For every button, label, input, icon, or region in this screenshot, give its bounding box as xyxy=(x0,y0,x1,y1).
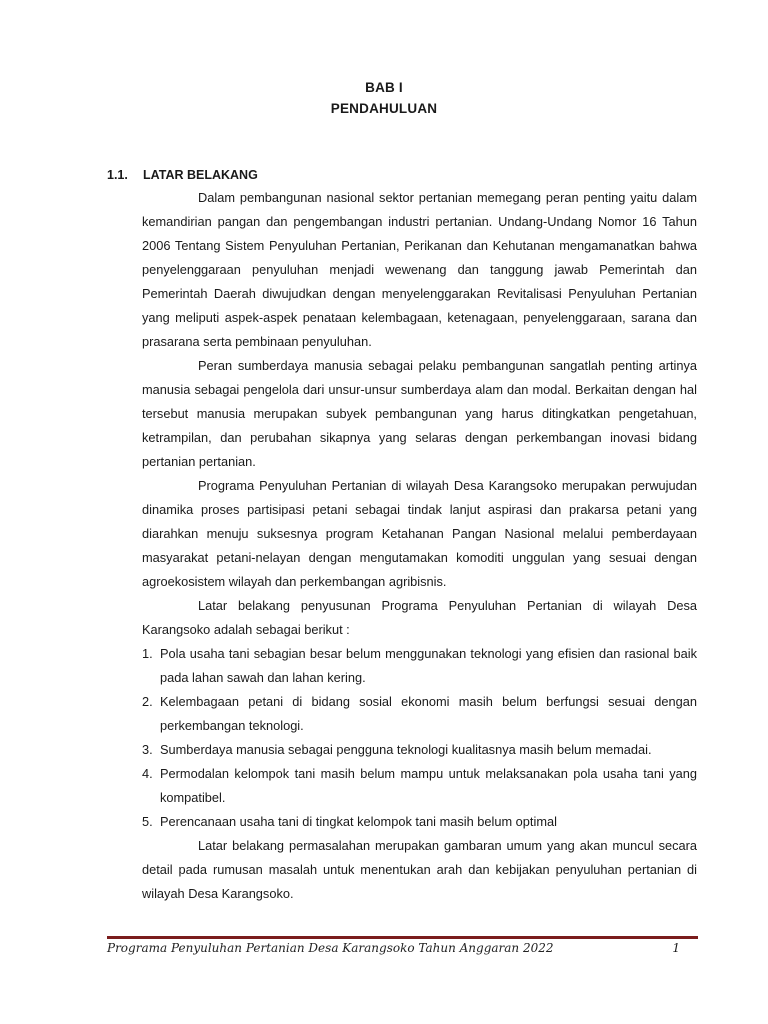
paragraph: Programa Penyuluhan Pertanian di wilayah Desa Karangsoko merupakan perwujudan dinamika proses partisipasi petani sebagai tindak lanjut aspirasi dan prakarsa petani yang diarahkan menuju suksesnya program Ketahanan Pangan Nasional melalui pemberdayaan masyarakat petani-nelayan dengan mengutamakan komoditi unggulan yang sesuai dengan agroekosistem wilayah dan perkembangan agribisnis. xyxy=(142,478,697,589)
paragraph: Dalam pembangunan nasional sektor pertanian memegang peran penting yaitu dalam kemandirian pangan dan pengembangan industri pertanian. Undang-Undang Nomor 16 Tahun 2006 Tentang Sistem Penyuluhan Pertanian, Perikanan dan Kehutanan mengamanatkan bahwa penyelenggaraan penyuluhan menjadi wewenang dan tanggung jawab Pemerintah dan Pemerintah Daerah diwujudkan dengan menyelenggarakan Revitalisasi Penyuluhan Pertanian yang meliputi aspek-aspek penataan kelembagaan, ketenagaan, penyelenggaraan, sarana dan prasarana serta pembinaan penyuluhan. xyxy=(142,190,697,349)
list-number: 2. xyxy=(142,694,153,709)
list-item xyxy=(142,810,697,834)
list-number: 5. xyxy=(142,814,153,829)
list-text: Pola usaha tani sebagian besar belum menggunakan teknologi yang efisien dan rasional baik pada lahan sawah dan lahan kering. xyxy=(160,646,697,685)
list-text: Permodalan kelompok tani masih belum mampu untuk melaksanakan pola usaha tani yang kompatibel. xyxy=(160,766,697,805)
footer-rule xyxy=(107,936,698,939)
section-number: 1.1. xyxy=(107,168,128,182)
body-text xyxy=(142,186,697,906)
list-number: 3. xyxy=(142,742,153,757)
list-item xyxy=(142,762,697,810)
list-number: 1. xyxy=(142,646,153,661)
paragraph: Peran sumberdaya manusia sebagai pelaku pembangunan sangatlah penting artinya manusia sebagai pengelola dari unsur-unsur sumberdaya alam dan modal. Berkaitan dengan hal tersebut manusia merupakan subyek pembangunan yang harus ditingkatkan pengetahuan, ketrampilan, dan perubahan sikapnya yang selaras dengan perkembangan inovasi bidang pertanian pertanian. xyxy=(142,358,697,469)
numbered-list xyxy=(142,642,697,834)
closing-paragraph: Latar belakang permasalahan merupakan gambaran umum yang akan muncul secara detail pada rumusan masalah untuk menentukan arah dan kebijakan penyuluhan pertanian di wilayah Desa Karangsoko. xyxy=(142,838,697,901)
list-item xyxy=(142,738,697,762)
chapter-label: BAB I xyxy=(365,80,403,95)
paragraph: Latar belakang penyusunan Programa Penyuluhan Pertanian di wilayah Desa Karangsoko adalah sebagai berikut : xyxy=(142,598,697,637)
list-item xyxy=(142,690,697,738)
page-number: 1 xyxy=(672,941,680,955)
list-text: Kelembagaan petani di bidang sosial ekonomi masih belum berfungsi sesuai dengan perkembangan teknologi. xyxy=(160,694,697,733)
list-number: 4. xyxy=(142,766,153,781)
footer-title: Programa Penyuluhan Pertanian Desa Karangsoko Tahun Anggaran 2022 xyxy=(107,941,554,955)
section-title: LATAR BELAKANG xyxy=(143,168,258,182)
chapter-title: PENDAHULUAN xyxy=(330,101,438,116)
list-text: Perencanaan usaha tani di tingkat kelompok tani masih belum optimal xyxy=(160,814,557,829)
list-text: Sumberdaya manusia sebagai pengguna teknologi kualitasnya masih belum memadai. xyxy=(160,742,652,757)
list-item xyxy=(142,642,697,690)
section-heading xyxy=(107,168,258,182)
